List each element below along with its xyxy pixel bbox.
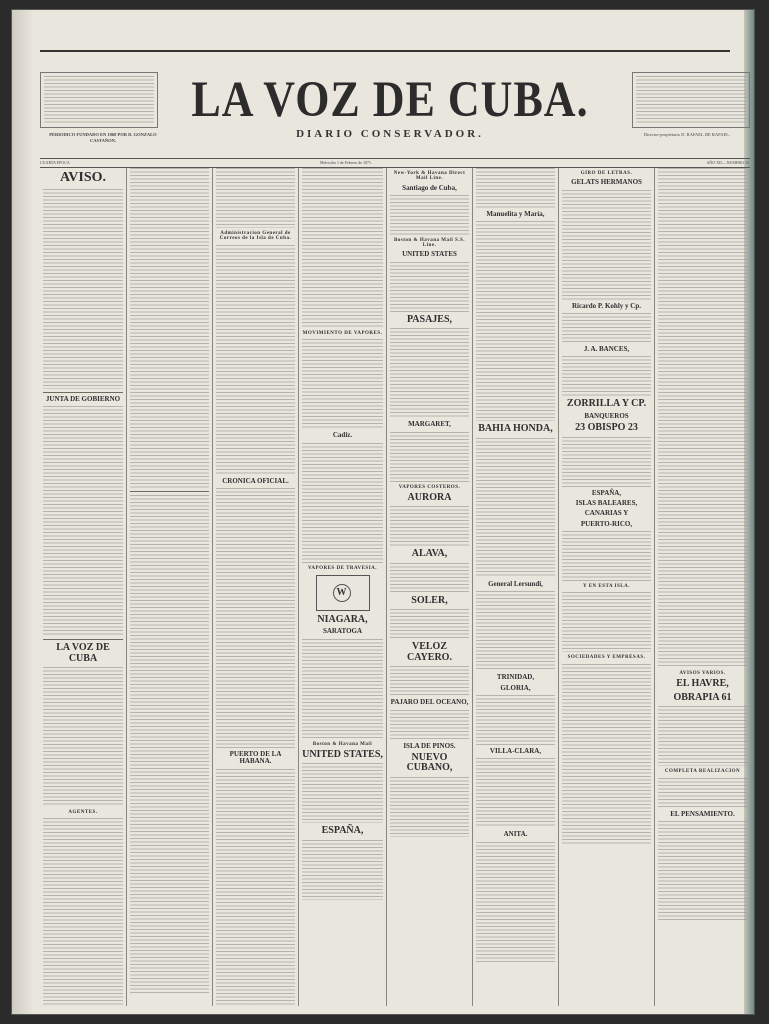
edition-label: CUARTA EPOCA <box>40 160 70 165</box>
right-notice-box <box>632 72 750 128</box>
body-text <box>43 818 123 1006</box>
heading-villa: VILLA-CLARA, <box>489 746 542 755</box>
body-text <box>562 190 651 300</box>
heading-movimiento: MOVIMIENTO DE VAPORES. <box>302 331 383 336</box>
heading-sociedades: SOCIEDADES Y EMPRESAS. <box>567 655 646 661</box>
heading-agentes: AGENTES. <box>68 810 98 816</box>
body-text <box>390 710 469 740</box>
issue-number: AÑO XII.—NUMERO 31. <box>706 160 750 165</box>
heading-trinidad: TRINIDAD, <box>496 673 535 682</box>
body-text <box>476 438 555 578</box>
body-text <box>390 195 469 235</box>
heading-voz: LA VOZ DE CUBA <box>56 642 110 664</box>
body-text <box>216 245 295 475</box>
body-text <box>216 488 295 748</box>
heading-espana: ESPAÑA, <box>591 488 622 497</box>
body-text <box>130 495 209 995</box>
body-text <box>390 506 469 546</box>
body-text <box>658 168 747 668</box>
heading-espana: ESPAÑA, <box>321 825 364 837</box>
heading-puertorico: PUERTO-RICO, <box>580 519 633 528</box>
heading-newyork: New-York & Havana Direct Mail Line. <box>393 171 466 182</box>
body-text <box>302 840 383 900</box>
heading-isla: ISLA DE PINOS. <box>403 741 456 750</box>
column-5 <box>386 168 472 1006</box>
body-text <box>302 443 383 563</box>
body-text <box>562 531 651 581</box>
heading-united-states: UNITED STATES, <box>302 748 383 760</box>
heading-puerto: PUERTO DE LA HABANA. <box>229 749 282 766</box>
body-text <box>562 437 651 487</box>
heading-bahia: BAHIA HONDA, <box>478 423 553 435</box>
body-text <box>476 221 555 421</box>
heading-cronica: CRONICA OFICIAL. <box>222 476 289 485</box>
heading-niagara: NIAGARA, <box>317 613 368 625</box>
heading-general: General Lersundi, <box>488 579 543 588</box>
body-text <box>390 262 469 312</box>
left-notice-box <box>40 72 158 128</box>
founder-line: PERIODICO FUNDADO EN 1868 POR D. GONZALO CASTAÑON. <box>49 132 157 143</box>
body-text <box>390 666 469 696</box>
heading-gelats: GELATS HERMANOS <box>571 178 642 187</box>
body-text <box>302 168 383 328</box>
body-text <box>562 356 651 396</box>
body-text <box>476 758 555 828</box>
heading-aviso: AVISO. <box>59 170 107 185</box>
body-text <box>130 168 209 488</box>
heading-avisos: AVISOS VARIOS. <box>679 671 726 676</box>
heading-united-states: UNITED STATES <box>402 250 457 259</box>
heading-canarias: CANARIAS Y <box>584 509 629 518</box>
heading-pensamiento: EL PENSAMIENTO. <box>670 809 735 818</box>
body-text <box>390 777 469 837</box>
heading-alava: ALAVA, <box>411 548 448 560</box>
body-text <box>43 406 123 636</box>
heading-soler: SOLER, <box>411 594 448 606</box>
heading-y-en-esta-isla: Y EN ESTA ISLA. <box>583 584 630 589</box>
body-text <box>658 821 747 921</box>
body-text <box>562 592 651 652</box>
column-4 <box>298 168 386 1006</box>
heading-margaret: MARGARET, <box>408 420 451 429</box>
heading-vapores-travesia: VAPORES DE TRAVESIA. <box>307 565 378 571</box>
heading-obispo: 23 OBISPO 23 <box>575 422 638 434</box>
heading-cadiz: Cadiz. <box>332 431 353 440</box>
heading-nuevo-cubano: NUEVO CUBANO, <box>406 751 453 774</box>
issue-date: Miércoles 1 de Febrero de 1871. <box>320 160 372 165</box>
notice-text-lines <box>636 76 746 124</box>
body-text <box>658 706 747 766</box>
heading-costeros: VAPORES COSTEROS. <box>398 484 461 490</box>
body-text <box>216 769 295 1006</box>
heading-aurora: AURORA <box>407 491 452 503</box>
heading-giro: GIRO DE LETRAS. <box>580 171 633 176</box>
body-text <box>302 639 383 739</box>
dateline <box>40 158 750 168</box>
newspaper-title: LA VOZ DE CUBA. <box>191 71 589 128</box>
body-text <box>476 695 555 745</box>
body-text <box>390 432 469 482</box>
column-2 <box>126 168 212 1006</box>
body-text <box>390 609 469 639</box>
flag-letter: W <box>333 584 351 602</box>
heading-pajaro: PAJARO DEL OCEANO, <box>390 698 469 707</box>
heading-realizacion: COMPLETA REALIZACION <box>664 769 741 775</box>
masthead <box>40 50 730 158</box>
divider <box>130 491 209 492</box>
heading-manuelita: Manuelita y María, <box>486 210 545 218</box>
body-text <box>658 778 747 808</box>
heading-obrapia: OBRAPIA 61 <box>673 691 732 703</box>
heading-boston: Boston & Havana Mail <box>312 741 373 747</box>
heading-banqueros: BANQUEROS <box>584 411 629 420</box>
body-text <box>476 591 555 671</box>
heading-pasajes: PASAJES, <box>406 313 453 325</box>
column-6 <box>472 168 558 1006</box>
heading-admin-correos: Administracion General de Correos de la Isla de Cuba. <box>219 231 292 242</box>
heading-havre: EL HAVRE, <box>676 678 729 690</box>
body-text <box>562 664 651 844</box>
column-8 <box>654 168 750 1006</box>
body-text <box>476 168 555 208</box>
body-text <box>390 328 469 418</box>
body-text <box>216 168 295 228</box>
heading-boston-line: Boston & Havana Mail S.S. Line. <box>393 237 466 249</box>
column-1 <box>40 168 126 1006</box>
divider <box>43 639 123 640</box>
columns <box>40 168 750 1008</box>
body-text <box>562 313 651 343</box>
heading-zorrilla: ZORRILLA Y CP. <box>566 398 647 410</box>
heading-saratoga: SARATOGA <box>322 627 363 636</box>
column-7 <box>558 168 654 1006</box>
body-text <box>302 763 383 823</box>
heading-islas: ISLAS BALEARES, <box>575 498 638 507</box>
heading-veloz: VELOZ CAYERO. <box>407 641 452 663</box>
heading-junta: JUNTA DE GOBIERNO <box>45 394 121 403</box>
director-line: Director-propietario D. RAFAEL DE RAFAEL. <box>643 132 731 137</box>
heading-anita: ANITA. <box>503 830 528 839</box>
heading-gloria: GLORIA, <box>500 683 531 692</box>
divider <box>43 392 123 393</box>
heading-bances: J. A. BANCES, <box>583 344 630 353</box>
newspaper-subtitle: DIARIO CONSERVADOR. <box>296 128 484 140</box>
body-text <box>302 339 383 429</box>
newspaper-page <box>12 10 754 1014</box>
notice-text-lines <box>44 76 154 124</box>
binding-shadow <box>12 10 34 1014</box>
body-text <box>476 842 555 962</box>
heading-kohly: Ricardo P. Kohly y Cp. <box>572 301 641 310</box>
body-text <box>390 563 469 593</box>
body-text <box>43 189 123 389</box>
column-3 <box>212 168 298 1006</box>
steamship-flag-icon <box>316 575 370 611</box>
heading-santiago: Santiago de Cuba, <box>402 183 457 192</box>
body-text <box>43 667 123 807</box>
